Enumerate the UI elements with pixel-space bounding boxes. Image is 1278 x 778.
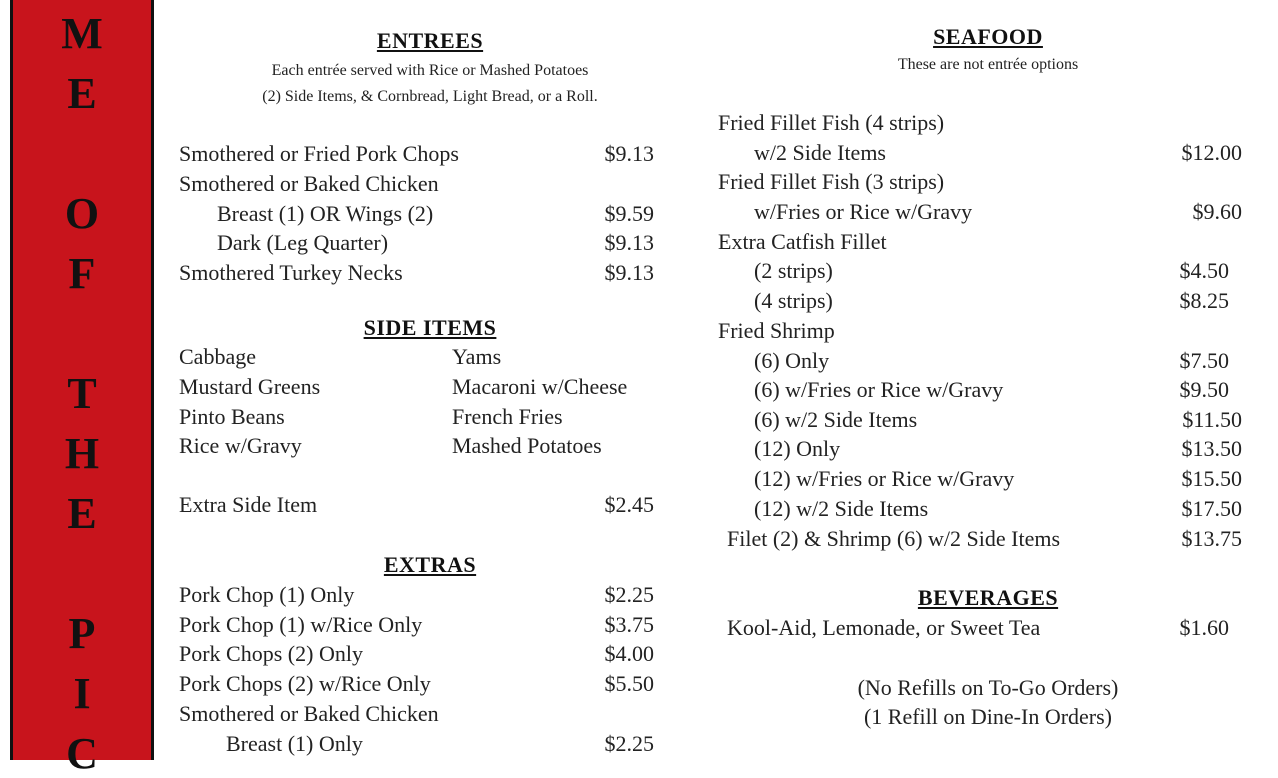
menu-item-price: $4.00 — [604, 641, 654, 666]
side-item: Mustard Greens — [179, 374, 321, 399]
menu-item-name: Dark (Leg Quarter) — [217, 230, 389, 255]
entrees-heading: ENTREES — [376, 28, 484, 53]
menu-item-price: $9.13 — [604, 141, 654, 166]
entrees-note: Each entrée served with Rice or Mashed Potatoes — [271, 62, 589, 79]
side-item: Cabbage — [179, 344, 256, 369]
menu-item-name: (12) w/2 Side Items — [754, 496, 929, 521]
menu-item-name: Pork Chop (1) w/Rice Only — [179, 612, 423, 637]
menu-item-name: Breast (1) OR Wings (2) — [217, 201, 434, 226]
banner-letter: I — [73, 669, 91, 718]
extras-heading: EXTRAS — [383, 552, 477, 577]
side-item: Pinto Beans — [179, 404, 285, 429]
menu-item-name: Breast (1) Only — [226, 731, 363, 756]
menu-item-price: $12.00 — [1181, 140, 1242, 165]
menu-item-name: w/Fries or Rice w/Gravy — [754, 199, 973, 224]
banner-letter: C — [66, 729, 98, 778]
menu-item-price: $2.45 — [604, 492, 654, 517]
seafood-heading: SEAFOOD — [933, 24, 1043, 49]
menu-item-name: (4 strips) — [754, 288, 833, 313]
menu-item-price: $5.50 — [604, 671, 654, 696]
menu-item-name: Smothered Turkey Necks — [179, 260, 403, 285]
menu-item-price: $4.50 — [1179, 258, 1229, 283]
menu-item-price: $9.59 — [604, 201, 654, 226]
menu-item-price: $11.50 — [1182, 407, 1242, 432]
menu-item-name: (6) w/Fries or Rice w/Gravy — [754, 377, 1004, 402]
menu-item-name: Pork Chop (1) Only — [179, 582, 355, 607]
menu-item-name: Pork Chops (2) w/Rice Only — [179, 671, 431, 696]
menu-item-name: Extra Catfish Fillet — [718, 229, 887, 254]
menu-item-price: $15.50 — [1181, 466, 1242, 491]
menu-item-price: $7.50 — [1179, 348, 1229, 373]
banner-letter: F — [68, 249, 96, 298]
menu-item-name: Kool-Aid, Lemonade, or Sweet Tea — [727, 615, 1041, 640]
side-item: French Fries — [452, 404, 563, 429]
entrees-note: (2) Side Items, & Cornbread, Light Bread, or a Roll. — [262, 88, 598, 105]
menu-item-name: Smothered or Fried Pork Chops — [179, 141, 459, 166]
menu-item-price: $13.75 — [1181, 526, 1242, 551]
banner-letter: H — [64, 429, 100, 478]
menu-item-name: Smothered or Baked Chicken — [179, 171, 439, 196]
menu-item-name: Filet (2) & Shrimp (6) w/2 Side Items — [727, 526, 1061, 551]
menu-item-name: (12) w/Fries or Rice w/Gravy — [754, 466, 1015, 491]
side-item: Rice w/Gravy — [179, 433, 302, 458]
side-item: Yams — [452, 344, 502, 369]
menu-item-name: w/2 Side Items — [754, 140, 886, 165]
menu-item-name: Fried Fillet Fish (3 strips) — [718, 169, 945, 194]
banner-letter: M — [61, 9, 103, 58]
menu-item-price: $1.60 — [1179, 615, 1229, 640]
side-item: Macaroni w/Cheese — [452, 374, 628, 399]
banner-letter: T — [67, 369, 97, 418]
menu-item-name: (6) Only — [754, 348, 830, 373]
menu-item-price: $2.25 — [604, 582, 654, 607]
menu-item-name: Fried Fillet Fish (4 strips) — [718, 110, 945, 135]
menu-item-price: $8.25 — [1179, 288, 1229, 313]
menu-item-name: Smothered or Baked Chicken — [179, 701, 439, 726]
side-item: Mashed Potatoes — [452, 433, 602, 458]
menu-item-name: Fried Shrimp — [718, 318, 835, 343]
beverages-note: (1 Refill on Dine-In Orders) — [863, 704, 1113, 729]
side-items-heading: SIDE ITEMS — [363, 315, 497, 340]
banner-letter: O — [64, 189, 100, 238]
menu-item-name: (6) w/2 Side Items — [754, 407, 918, 432]
menu-item-price: $9.13 — [604, 230, 654, 255]
menu-item-name: (2 strips) — [754, 258, 833, 283]
banner-letter: E — [67, 69, 97, 118]
menu-item-price: $17.50 — [1181, 496, 1242, 521]
menu-item-name: Pork Chops (2) Only — [179, 641, 363, 666]
menu-item-name: Extra Side Item — [179, 492, 318, 517]
menu-item-price: $2.25 — [604, 731, 654, 756]
beverages-heading: BEVERAGES — [917, 585, 1059, 610]
menu-item-price: $3.75 — [604, 612, 654, 637]
menu-item-price: $9.50 — [1179, 377, 1229, 402]
banner-letter: P — [68, 609, 96, 658]
seafood-note: These are not entrée options — [897, 56, 1079, 73]
menu-item-price: $13.50 — [1181, 436, 1242, 461]
beverages-note: (No Refills on To-Go Orders) — [857, 675, 1119, 700]
banner-letter: E — [67, 489, 97, 538]
menu-item-name: (12) Only — [754, 436, 841, 461]
menu-item-price: $9.13 — [604, 260, 654, 285]
menu-item-price: $9.60 — [1192, 199, 1242, 224]
